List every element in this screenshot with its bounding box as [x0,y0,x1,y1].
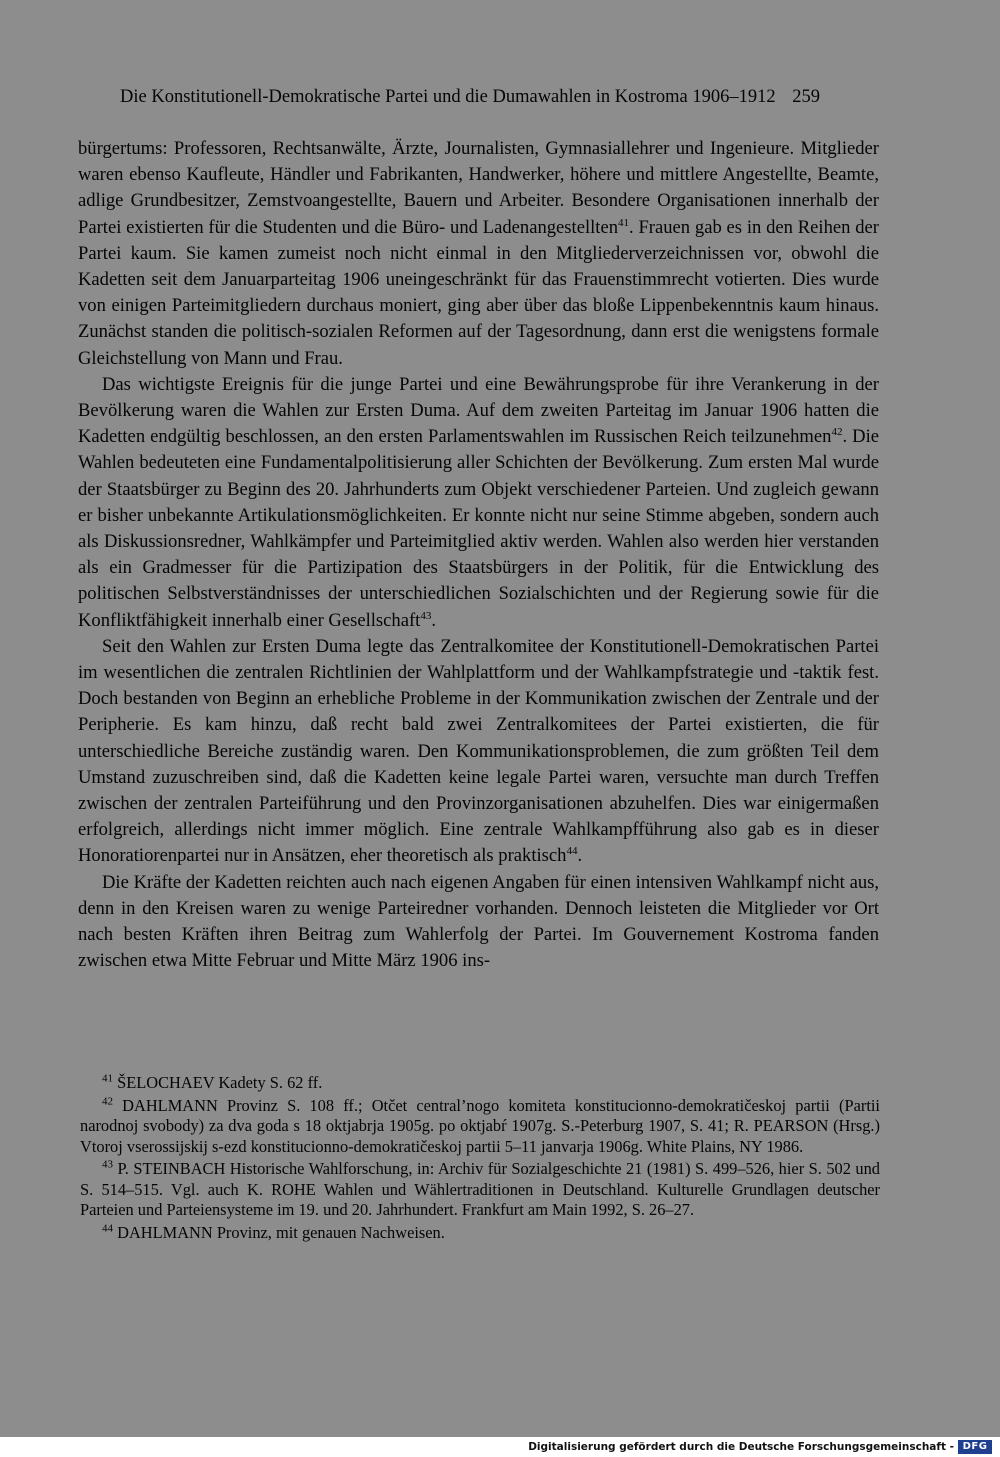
paragraph-text: Seit den Wahlen zur Ersten Duma legte das Zentralkomitee der Konstitutionell-Demokratischen Partei im wesentlichen die zentralen Richtlinien der Wahlplattform und der Wahlkampfstrategie und -taktik fest. Doch bestanden von Beginn an erhebliche Probleme in der Kommunikation zwischen der Zentrale und der Peripherie. Es kam hinzu, daß recht bald zwei Zentralkomitees der Partei existierten, die für unterschiedliche Bereiche zuständig waren. Den Kommunikationsproblemen, die zum größten Teil dem Umstand zuzuschreiben sind, daß die Kadetten keine legale Partei waren, versuchte man durch Treffen zwischen der zentralen Parteiführung und den Provinzorganisationen abzuhelfen. Dies war einigermaßen erfolgreich, allerdings nicht immer möglich. Eine zentrale Wahlkampfführung also gab es in dieser Honoratiorenpartei nur in Ansätzen, eher theoretisch als praktisch [78,635,879,867]
paragraph [78,372,879,634]
footnote [80,1223,880,1244]
footnote-ref: 42 [831,426,843,439]
paragraph [78,136,879,372]
running-title: Die Konstitutionell-Demokratische Partei und die Dumawahlen in Kostroma 1906–1912 [120,87,776,107]
footnote-ref: 43 [420,609,432,622]
digitization-credit: Digitalisierung gefördert durch die Deutsche Forschungsgemeinschaft - [528,1441,954,1453]
footnotes [80,1073,880,1245]
paragraph-text: Die Kräfte der Kadetten reichten auch nach eigenen Angaben für einen intensiven Wahlkampf nicht aus, denn in den Kreisen waren zu wenige Parteiredner vorhanden. Dennoch leisteten die Mitglieder vor Ort nach besten Kräften ihren Beitrag zum Wahlerfolg der Partei. Im Gouvernement Kostroma fanden zwischen etwa Mitte Februar und Mitte März 1906 ins- [78,871,879,972]
footnote-text: DAHLMANN Provinz S. 108 ff.; Otčet central’nogo komiteta konstitucionno-demokratičeskoj partii (Partii narodnoj svobody) za dva goda s 18 oktjabrja 1905g. po oktjabŕ 1907g. S.-Peterburg 1907, S. 41; R. PEARSON (Hrsg.) Vtoroj vserossijskij s-ezd konstitucionno-demokratičeskoj partii 5–11 janvarja 1906g. White Plains, NY 1986. [80,1095,880,1156]
dfg-logo: DFG [958,1440,992,1454]
footnote-number: 41 [102,1072,113,1085]
paragraph-text: . Die Wahlen bedeuteten eine Fundamentalpolitisierung aller Schichten der Bevölkerung. Zum ersten Mal wurde der Staatsbürger zu Beginn des 20. Jahrhunderts zum Objekt verschiedener Parteien. Und zugleich gewann er bisher unbekannte Artikulationsmöglichkeiten. Er konnte nicht nur seine Stimme abgeben, sondern auch als Diskussionsredner, Wahlkämpfer und Parteimitglied aktiv werden. Wahlen also werden hier verstanden als ein Gradmesser für die Partizipation des Staatsbürgers in der Politik, für die Entwicklung des politischen Selbstverständnisses der unterschiedlichen Sozialschichten und der Regierung sowie für die Konfliktfähigkeit innerhalb einer Gesellschaft [78,426,880,631]
body-text [78,136,879,975]
footnote-ref: 44 [566,845,578,858]
paragraph [78,634,879,870]
footnote-text: P. STEINBACH Historische Wahlforschung, in: Archiv für Sozialgeschichte 21 (1981) S. 499–526, hier S. 502 und S. 514–515. Vgl. auch K. ROHE Wahlen und Wählertraditionen in Deutschland. Kulturelle Grundlagen deutscher Parteien und Parteiensysteme im 19. und 20. Jahrhundert. Frankfurt am Main 1992, S. 26–27. [80,1159,880,1219]
paragraph-text: Das wichtigste Ereignis für die junge Partei und eine Bewährungsprobe für ihre Verankerung in der Bevölkerung waren die Wahlen zur Ersten Duma. Auf dem zweiten Parteitag im Januar 1906 hatten die Kadetten endgültig beschlossen, an den ersten Parlamentswahlen im Russischen Reich teilzunehmen [78,373,879,448]
footnote [80,1159,880,1221]
running-header [120,86,880,108]
footnote-number: 44 [102,1222,113,1235]
paragraph-text: . Frauen gab es in den Reihen der Partei kaum. Sie kamen zumeist noch nicht einmal in den Mitgliederverzeichnissen vor, obwohl die Kadetten seit dem Januarparteitag 1906 uneingeschränkt für das Frauenstimmrecht votierten. Dies wurde von einigen Parteimitgliedern durchaus moniert, ging aber über das bloße Lippenbekenntnis kaum hinaus. Zunächst standen die politisch-sozialen Reformen auf der Tagesordnung, dann erst die wenigstens formale Gleichstellung von Mann und Frau. [78,216,880,369]
page-number: 259 [792,87,820,107]
footnote [80,1096,880,1158]
paragraph [78,870,879,975]
paragraph-text: . [577,845,583,867]
footnote-number: 43 [102,1158,113,1171]
footnote-text: DAHLMANN Provinz, mit genauen Nachweisen. [117,1222,445,1242]
footnote-number: 42 [102,1095,113,1108]
footnote-text: ŠELOCHAEV Kadety S. 62 ff. [117,1073,323,1092]
paragraph-text: . [431,609,436,631]
paragraph-text: bürgertums: Professoren, Rechtsanwälte, Ärzte, Journalisten, Gymnasiallehrer und Ingenieure. Mitglieder waren ebenso Kaufleute, Händler und Fabrikanten, Handwerker, höhere und mittlere Angestellte, Beamte, adlige Grundbesitzer, Zemstvoangestellte, Bauern und Arbeiter. Besondere Organisationen innerhalb der Partei existierten für die Studenten und die Büro- und Ladenangestellten [78,138,879,238]
footnote-ref: 41 [618,216,629,229]
footnote [80,1073,880,1094]
